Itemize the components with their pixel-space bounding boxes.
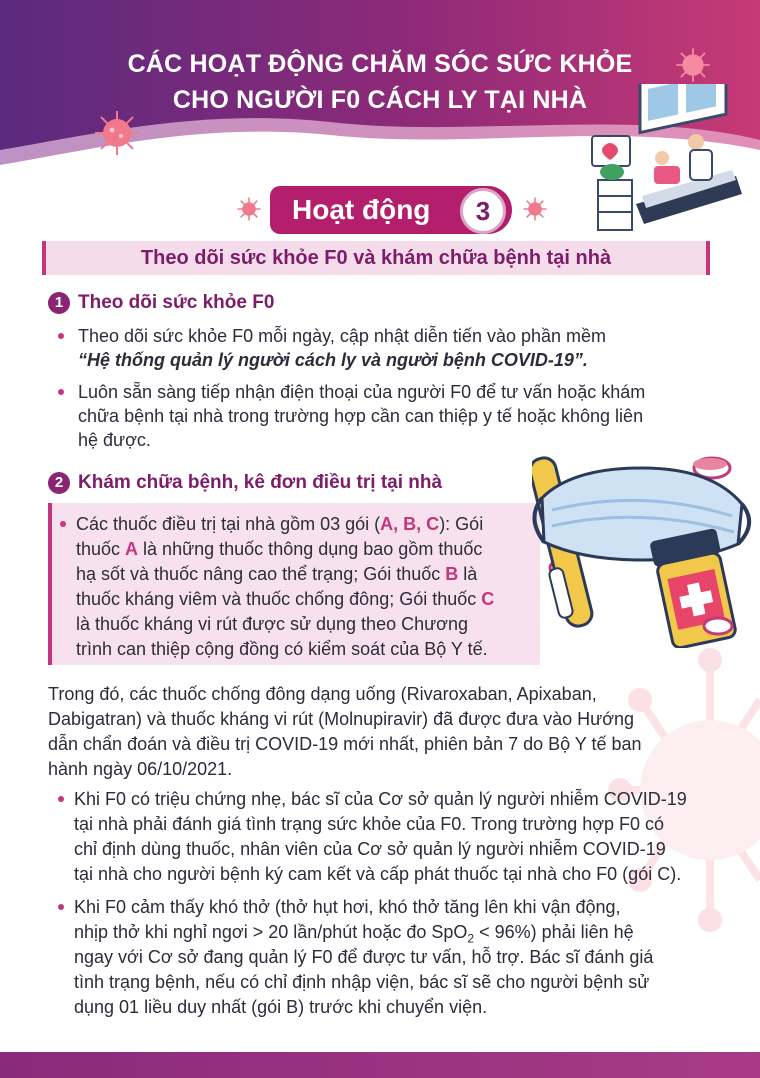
paragraph-line3: dẫn chẩn đoán và điều trị COVID-19 mới nhất, phiên bản 7 do Bộ Y tế ban — [48, 734, 642, 754]
virus-icon — [236, 196, 262, 222]
box-line6: trình can thiệp cộng đồng có kiểm soát của Bộ Y tế. — [76, 639, 488, 659]
section1-bullet2-line3: hệ được. — [78, 430, 151, 450]
bullet3-line3: chỉ định dùng thuốc, nhân viên của Cơ sở quản lý người nhiễm COVID-19 — [74, 839, 666, 859]
section1-bullet1-line2: “Hệ thống quản lý người cách ly và người bệnh COVID-19”. — [78, 350, 588, 370]
section1-title: Theo dõi sức khỏe F0 — [78, 292, 275, 313]
section1-number: 1 — [48, 292, 70, 314]
bullet4-line5: dụng 01 liều duy nhất (gói B) trước khi chuyển viện. — [74, 997, 488, 1017]
activity-label: Hoạt động — [292, 194, 431, 225]
section1-bullet2-line1: Luôn sẵn sàng tiếp nhận điện thoại của người F0 để tư vấn hoặc khám — [78, 382, 646, 402]
box-line1: Các thuốc điều trị tại nhà gồm 03 gói (A, B, C): Gói — [76, 514, 484, 534]
paragraph-line4: hành ngày 06/10/2021. — [48, 759, 233, 779]
page-title — [0, 46, 760, 118]
page-title-line2: CHO NGƯỜI F0 CÁCH LY TẠI NHÀ — [172, 86, 588, 114]
box-line4: thuốc kháng viêm và thuốc chống đông; Gói thuốc C — [76, 589, 495, 609]
section2-title: Khám chữa bệnh, kê đơn điều trị tại nhà — [78, 472, 443, 493]
activity-subtitle: Theo dõi sức khỏe F0 và khám chữa bệnh tại nhà — [140, 247, 612, 269]
box-line2: thuốc A là những thuốc thông dụng bao gồm thuốc — [76, 539, 483, 559]
bullet3-line1: Khi F0 có triệu chứng nhẹ, bác sĩ của Cơ sở quản lý người nhiễm COVID-19 — [74, 789, 687, 809]
bullet-dot — [58, 796, 64, 802]
paragraph-line1: Trong đó, các thuốc chống đông dạng uống (Rivaroxaban, Apixaban, — [48, 684, 597, 704]
page-title-line1: CÁC HOẠT ĐỘNG CHĂM SÓC SỨC KHỎE — [127, 50, 633, 78]
bullet4-line2: nhịp thở khi nghỉ ngơi > 20 lần/phút hoặc đo SpO$_2$ < 96%) phải liên hệ — [74, 922, 634, 946]
activity-number: 3 — [460, 188, 506, 234]
virus-icon — [522, 196, 548, 222]
face-mask-illustration — [532, 448, 758, 648]
bullet3-line2: tại nhà phải đánh giá tình trạng sức khỏe của F0. Trong trường hợp F0 có — [74, 814, 665, 834]
section1-bullet1-line1: Theo dõi sức khỏe F0 mỗi ngày, cập nhật diễn tiến vào phần mềm — [78, 326, 607, 346]
bullet4-line3: ngay với Cơ sở đang quản lý F0 để được tư vấn, hỗ trợ. Bác sĩ đánh giá — [74, 947, 654, 967]
section2-number: 2 — [48, 472, 70, 494]
box-line3: hạ sốt và thuốc nâng cao thể trạng; Gói thuốc B là — [76, 564, 478, 584]
box-line5: là thuốc kháng vi rút được sử dụng theo Chương — [76, 614, 468, 634]
bullet-dot — [58, 904, 64, 910]
bullet-dot — [58, 389, 64, 395]
paragraph-line2: Dabigatran) và thuốc kháng vi rút (Molnupiravir) đã được đưa vào Hướng — [48, 709, 635, 729]
bullet3-line4: tại nhà cho người bệnh ký cam kết và cấp phát thuốc tại nhà cho F0 (gói C). — [74, 864, 682, 884]
bullet4-line4: tình trạng bệnh, nếu có chỉ định nhập viện, bác sĩ sẽ cho người bệnh sử — [74, 972, 650, 992]
section1-bullet2-line2: chữa bệnh tại nhà trong trường hợp cần can thiệp y tế hoặc không liên — [78, 406, 644, 426]
bullet-dot — [58, 333, 64, 339]
bullet-dot — [60, 521, 66, 527]
footer-band — [0, 1052, 760, 1078]
bullet4-line1: Khi F0 cảm thấy khó thở (thở hụt hơi, khó thở tăng lên khi vận động, — [74, 897, 621, 917]
